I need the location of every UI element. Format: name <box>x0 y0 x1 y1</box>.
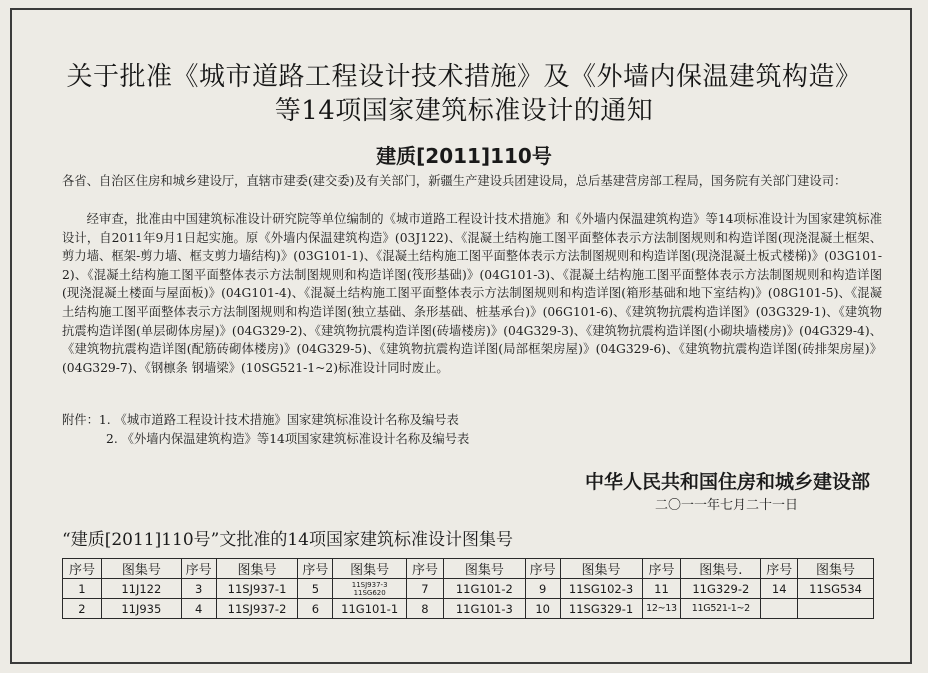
table-cell: 11SJ937-2 <box>216 599 298 619</box>
atlas-number-table <box>62 558 874 619</box>
table-cell: 11G101-1 <box>333 599 407 619</box>
header-cell: 图集号. <box>681 559 761 579</box>
document-number: 建质[2011]110号 <box>376 144 552 168</box>
header-cell: 序号 <box>63 559 102 579</box>
table-cell: 11J935 <box>101 599 181 619</box>
issue-date: 二〇一一年七月二十一日 <box>654 498 798 513</box>
table-cell: 11SJ937-3 11SG620 <box>333 579 407 599</box>
table-cell: 6 <box>298 599 333 619</box>
table-cell: 3 <box>181 579 216 599</box>
header-cell: 图集号 <box>798 559 874 579</box>
table-cell: 10 <box>525 599 560 619</box>
attachments <box>62 411 882 448</box>
table-cell <box>798 599 874 619</box>
table-cell: 11SG534 <box>798 579 874 599</box>
header-cell: 序号 <box>642 559 681 579</box>
table-cell <box>761 599 798 619</box>
table-cell: 8 <box>407 599 444 619</box>
header-cell: 序号 <box>407 559 444 579</box>
title-line-2: 等14项国家建筑标准设计的通知 <box>274 96 654 126</box>
table-cell: 11G101-3 <box>443 599 525 619</box>
table-cell: 14 <box>761 579 798 599</box>
header-cell: 图集号 <box>101 559 181 579</box>
attachment-item-2: 2. 《外墙内保温建筑构造》等14项国家建筑标准设计名称及编号表 <box>106 431 470 446</box>
table-cell: 11G101-2 <box>443 579 525 599</box>
table-cell: 11SJ937-1 <box>216 579 298 599</box>
table-title: “建质[2011]110号”文批准的14项国家建筑标准设计图集号 <box>62 530 513 550</box>
header-cell: 图集号 <box>560 559 642 579</box>
attachment-item-1: 附件：1. 《城市道路工程设计技术措施》国家建筑标准设计名称及编号表 <box>62 413 459 427</box>
header-cell: 图集号 <box>443 559 525 579</box>
table-cell: 11G521-1~2 <box>681 599 761 619</box>
table-cell: 11 <box>642 579 681 599</box>
table-cell: 5 <box>298 579 333 599</box>
table-row <box>63 599 874 619</box>
table-row <box>63 579 874 599</box>
table-header-row <box>63 559 874 579</box>
table-cell: 12~13 <box>642 599 681 619</box>
table-cell: 7 <box>407 579 444 599</box>
header-cell: 序号 <box>761 559 798 579</box>
table-cell: 11J122 <box>101 579 181 599</box>
table-cell: 4 <box>181 599 216 619</box>
header-cell: 序号 <box>525 559 560 579</box>
issuer-signature: 中华人民共和国住房和城乡建设部 <box>584 471 870 493</box>
header-cell: 序号 <box>181 559 216 579</box>
table-cell: 1 <box>63 579 102 599</box>
header-cell: 图集号 <box>333 559 407 579</box>
table-cell: 11SG102-3 <box>560 579 642 599</box>
header-cell: 序号 <box>298 559 333 579</box>
title-line-1: 关于批准《城市道路工程设计技术措施》及《外墙内保温建筑构造》 <box>66 62 862 92</box>
table-cell: 2 <box>63 599 102 619</box>
table-cell: 11G329-2 <box>681 579 761 599</box>
table-cell: 9 <box>525 579 560 599</box>
table-cell: 11SG329-1 <box>560 599 642 619</box>
content-paragraph: 经审查，批准由中国建筑标准设计研究院等单位编制的《城市道路工程设计技术措施》和《外墙内保温建筑构造》等14项标准设计为国家建筑标准设计，自2011年9月1日起实施。原《外墙内保温建筑构造》(03J122)、《混凝土结构施工图平面整体表示方法制图规则和构造详图(现浇混凝土框架、剪力墙、框架-剪力墙、框支剪力墙结构)》(03G101-1)、《混凝土结构施工图平面整体表示方法制图规则和构造详图(现浇混凝土板式楼梯)》(03G101-2)、《混凝土结构施工图平面整体表示方法制图规则和构造详图(筏形基础)》(04G101-3)、《混凝土结构施工图平面整体表示方法制图规则和构造详图(现浇混凝土楼面与屋面板)》(04G101-4)、《混凝土结构施工图平面整体表示方法制图规则和构造详图(箱形基础和地下室结构)》(08G101-5)、《混凝土结构施工图平面整体表示方法制图规则和构造详图(独立基础、条形基础、桩基承台)》(06G101-6)、《建筑物抗震构造详图》(03G329-1)、《建筑物抗震构造详图(单层砌体房屋)》(04G329-2)、《建筑物抗震构造详图(砖墙楼房)》(04G329-3)、《建筑物抗震构造详图(小砌块墙楼房)》(04G329-4)、《建筑物抗震构造详图(配筋砖砌体楼房)》(04G329-5)、《建筑物抗震构造详图(局部框架房屋)》(04G329-6)、《建筑物抗震构造详图(砖排架房屋)》(04G329-7)、《钢檩条 钢墙梁》(10SG521-1~2)标准设计同时废止。 <box>62 212 882 375</box>
addressee-paragraph: 各省、自治区住房和城乡建设厅，直辖市建委(建交委)及有关部门，新疆生产建设兵团建设局，总后基建营房部工程局，国务院有关部门建设司： <box>62 174 847 188</box>
header-cell: 图集号 <box>216 559 298 579</box>
